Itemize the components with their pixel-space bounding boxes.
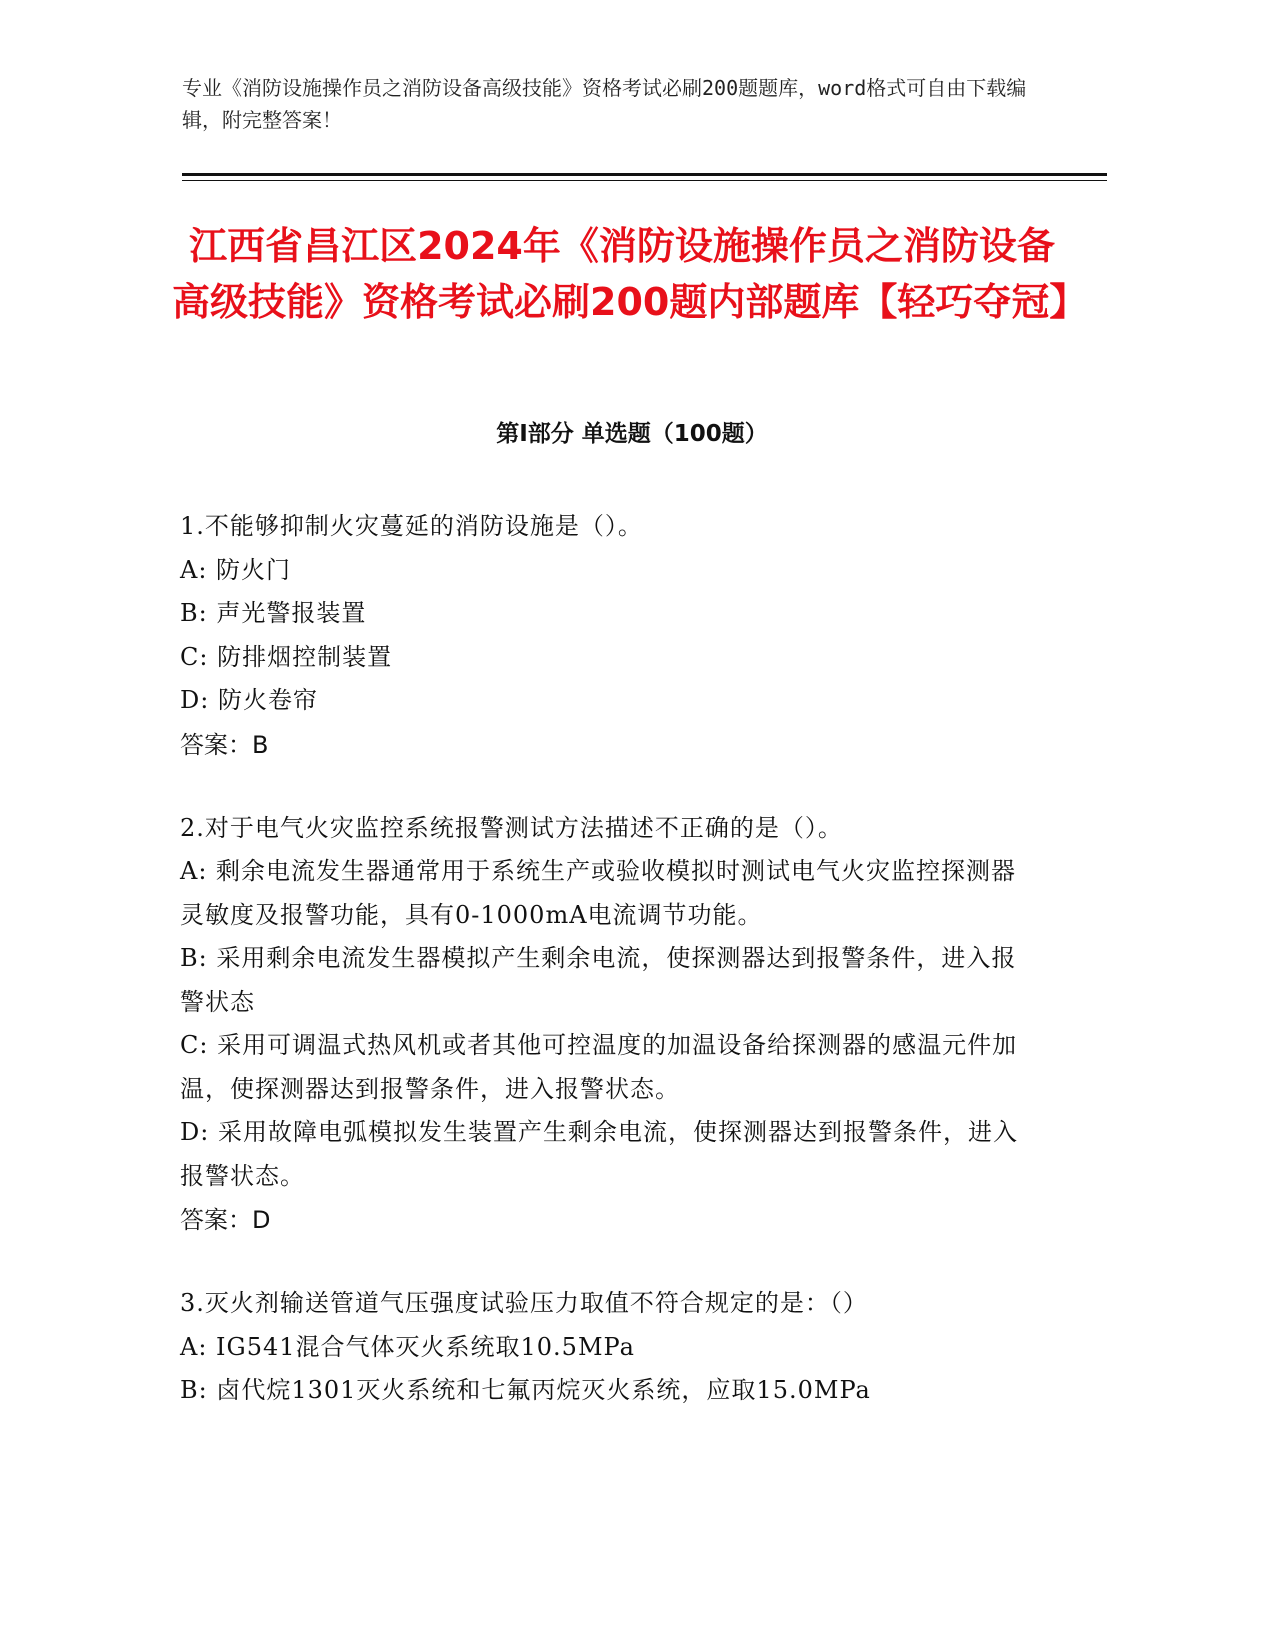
- option-b: B: 卤代烷1301灭火系统和七氟丙烷灭火系统，应取15.0MPa: [180, 1376, 871, 1404]
- option-a: A: IG541混合气体灭火系统取10.5MPa: [180, 1332, 635, 1361]
- question-3: [180, 1282, 1040, 1413]
- question-2: [180, 807, 1040, 1243]
- option-a: A: 剩余电流发生器通常用于系统生产或验收模拟时测试电气火灾监控探测器灵敏度及报警功能，具有0-1000mA电流调节功能。: [180, 857, 1017, 929]
- option-c: C: 防排烟控制装置: [180, 642, 393, 671]
- document-title: 江西省昌江区2024年《消防设施操作员之消防设备高级技能》资格考试必刷200题内部题库【轻巧夺冠】: [172, 224, 1088, 324]
- answer: 答案：D: [180, 1206, 271, 1234]
- header-divider-thin: [182, 180, 1107, 181]
- question-list: [180, 505, 1040, 1453]
- option-b: B: 采用剩余电流发生器模拟产生剩余电流，使探测器达到报警条件，进入报警状态: [180, 944, 1017, 1016]
- option-d: D: 防火卷帘: [180, 686, 318, 714]
- option-a: A: 防火门: [180, 555, 292, 584]
- question-stem: 1.不能够抑制火灾蔓延的消防设施是（）。: [180, 512, 643, 540]
- option-d: D: 采用故障电弧模拟发生装置产生剩余电流，使探测器达到报警条件，进入报警状态。: [180, 1118, 1018, 1190]
- answer: 答案：B: [180, 730, 269, 759]
- option-b: B: 声光警报装置: [180, 599, 367, 627]
- question-stem: 3.灭火剂输送管道气压强度试验压力取值不符合规定的是：（）: [180, 1289, 868, 1317]
- section-title: 第I部分 单选题（100题）: [496, 421, 768, 447]
- header-divider-thick: [182, 173, 1107, 176]
- header-note: 专业《消防设施操作员之消防设备高级技能》资格考试必刷200题题库，word格式可自由下载编辑，附完整答案！: [182, 76, 1027, 132]
- question-1: [180, 505, 1040, 767]
- option-c: C: 采用可调温式热风机或者其他可控温度的加温设备给探测器的感温元件加温，使探测器达到报警条件，进入报警状态。: [180, 1031, 1018, 1103]
- question-stem: 2.对于电气火灾监控系统报警测试方法描述不正确的是（）。: [180, 813, 843, 842]
